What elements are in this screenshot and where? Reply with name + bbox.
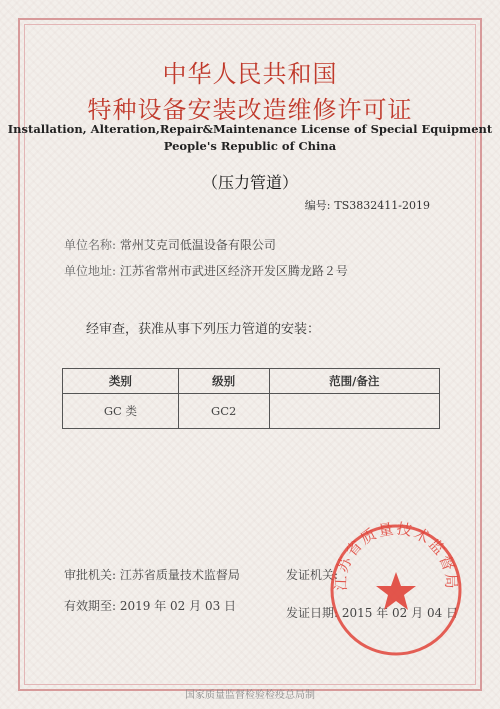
company-name-value: 常州艾克司低温设备有限公司	[119, 238, 276, 252]
issue-date-value: 2015 年 02 月 04 日	[341, 606, 459, 620]
intro-text: 经审查，获准从事下列压力管道的安装：	[86, 322, 321, 337]
table-cell-level: GC2	[178, 394, 269, 429]
subtitle: （压力管道）	[201, 173, 298, 192]
title-cn-line2: 特种设备安装改造维修许可证	[87, 96, 413, 124]
table-header-remarks: 范围/备注	[269, 369, 439, 394]
certificate-number	[305, 197, 430, 213]
table-header-category: 类别	[63, 369, 179, 394]
approval-authority	[64, 566, 240, 583]
footer-text: 国家质量监督检验检疫总局制	[185, 690, 315, 701]
certificate-number-label: 编号:	[304, 199, 331, 212]
title-cn-line1: 中华人民共和国	[162, 60, 338, 88]
certificate-number-value: TS3832411-2019	[334, 199, 430, 212]
issuing-authority-label: 发证机关:	[286, 568, 339, 582]
table-cell-category: GC 类	[63, 394, 179, 429]
official-seal-icon	[326, 520, 466, 660]
valid-until-value: 2019 年 02 月 03 日	[119, 599, 237, 613]
company-name-field	[64, 236, 276, 253]
approval-authority-value: 江苏省质量技术监督局	[119, 568, 240, 582]
table-row	[63, 394, 440, 429]
title-en-line1: Installation, Alteration,Repair&Maintenance License of Special Equipment	[7, 122, 493, 136]
company-name-label: 单位名称:	[64, 238, 117, 252]
title-en-line2: People's Republic of China	[163, 139, 337, 153]
issue-date-label: 发证日期:	[286, 606, 339, 620]
table-cell-remarks	[269, 394, 439, 429]
table-header-level: 级别	[178, 369, 269, 394]
valid-until	[64, 597, 236, 614]
table-header-row	[63, 369, 440, 394]
svg-text:江苏省质量技术监督局: 江苏省质量技术监督局	[331, 520, 461, 591]
company-address-field	[64, 262, 348, 279]
valid-until-label: 有效期至:	[64, 599, 117, 613]
company-address-label: 单位地址:	[64, 264, 117, 278]
approval-authority-label: 审批机关:	[64, 568, 117, 582]
company-address-value: 江苏省常州市武进区经济开发区腾龙路２号	[119, 264, 348, 278]
scope-table	[62, 368, 440, 429]
